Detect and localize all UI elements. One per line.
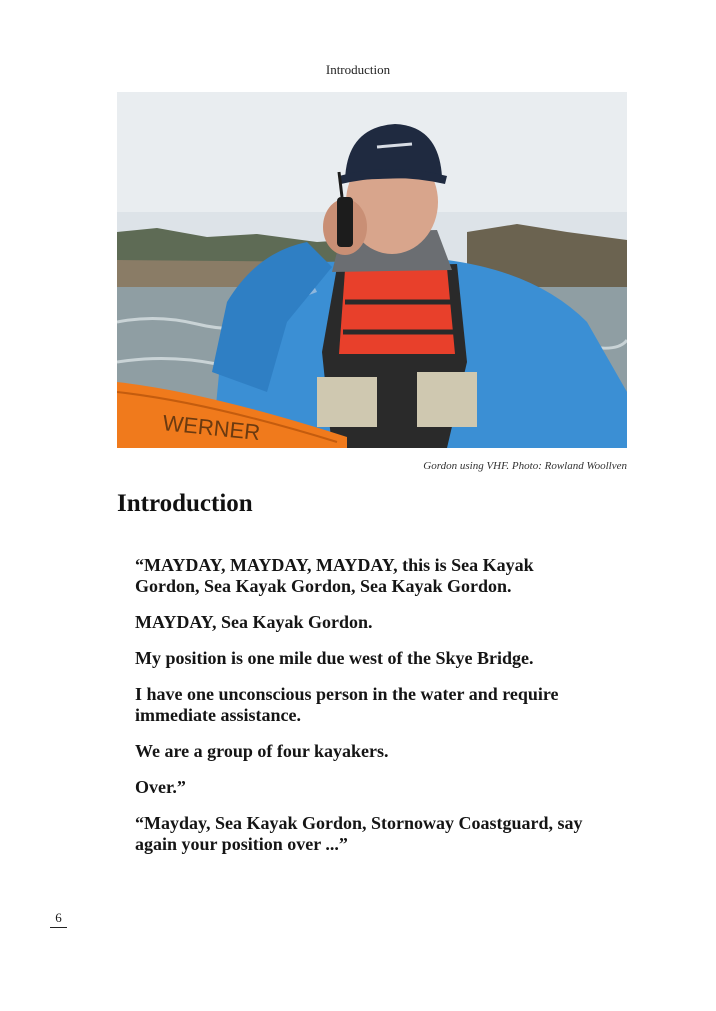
paragraph: “MAYDAY, MAYDAY, MAYDAY, this is Sea Kayak Gordon, Sea Kayak Gordon, Sea Kayak Gordon. (135, 555, 534, 596)
photo-illustration (117, 92, 627, 448)
paragraph: Over.” (135, 777, 186, 797)
running-head: Introduction (325, 62, 391, 77)
photo-caption: Gordon using VHF. Photo: Rowland Woollven (423, 460, 627, 472)
photo-gordon-vhf (117, 92, 627, 448)
body-text (135, 555, 595, 870)
section-title: Introduction (117, 490, 253, 517)
paragraph: MAYDAY, Sea Kayak Gordon. (135, 612, 373, 632)
page-number: 6 (50, 910, 67, 928)
kayak-brand-text: WERNER (161, 410, 262, 446)
paragraph: My position is one mile due west of the Skye Bridge. (135, 648, 534, 668)
paragraph: “Mayday, Sea Kayak Gordon, Stornoway Coastguard, say again your position over ...” (135, 813, 583, 854)
paragraph: We are a group of four kayakers. (135, 741, 389, 761)
paragraph: I have one unconscious person in the water and require immediate assistance. (135, 684, 559, 725)
